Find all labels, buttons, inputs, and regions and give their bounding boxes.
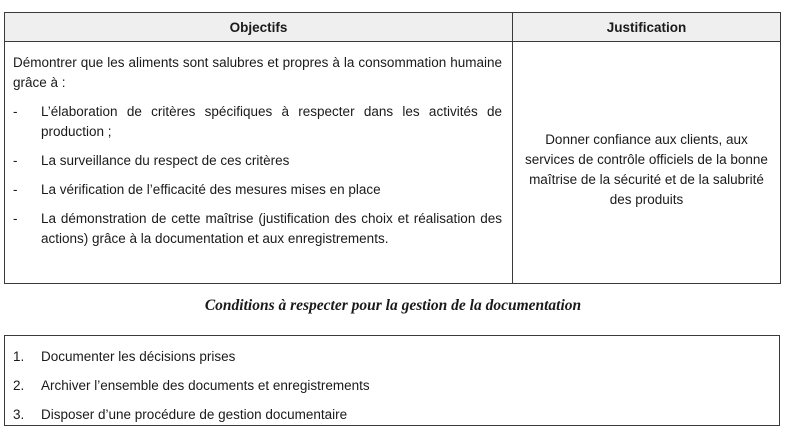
list-item — [13, 371, 779, 400]
justification-text: Donner confiance aux clients, aux services de contrôle officiels de la bonne maîtrise de la sécurité et de la salubrité des produits — [525, 131, 768, 207]
objectifs-list — [13, 102, 502, 249]
table-row — [5, 42, 781, 284]
conditions-list — [5, 336, 779, 429]
list-item-text: L’élaboration de critères spécifiques à respecter dans les activités de production ; — [41, 104, 502, 139]
header-justification: Justification — [513, 13, 781, 42]
dash-bullet: - — [13, 104, 18, 119]
list-item-text: Archiver l’ensemble des documents et enregistrements — [41, 378, 370, 393]
list-item — [13, 151, 502, 171]
list-item-text: Disposer d’une procédure de gestion documentaire — [41, 407, 348, 422]
list-item — [13, 209, 502, 249]
list-item-text: La surveillance du respect de ces critères — [41, 153, 290, 168]
list-item-text: La démonstration de cette maîtrise (justification des choix et réalisation des actions) grâce à la documentation et aux enregistrements. — [41, 211, 502, 246]
list-number: 3. — [13, 407, 25, 422]
section-title: Conditions à respecter pour la gestion de la documentation — [204, 297, 582, 314]
table-header-row — [5, 13, 781, 42]
list-item — [13, 400, 779, 429]
list-number: 1. — [13, 349, 25, 364]
list-item — [13, 342, 779, 371]
conditions-box — [4, 335, 780, 426]
objectifs-cell — [5, 42, 513, 284]
objectifs-intro: Démontrer que les aliments sont salubres et propres à la consommation humaine grâce à : — [13, 55, 502, 90]
dash-bullet: - — [13, 153, 18, 168]
list-item — [13, 180, 502, 200]
justification-cell — [513, 42, 781, 284]
header-objectifs: Objectifs — [5, 13, 513, 42]
list-item-text: La vérification de l’efficacité des mesures mises en place — [41, 182, 381, 197]
list-item — [13, 102, 502, 142]
dash-bullet: - — [13, 211, 18, 226]
list-item-text: Documenter les décisions prises — [41, 349, 236, 364]
dash-bullet: - — [13, 182, 18, 197]
list-number: 2. — [13, 378, 25, 393]
objectives-table — [4, 12, 781, 284]
